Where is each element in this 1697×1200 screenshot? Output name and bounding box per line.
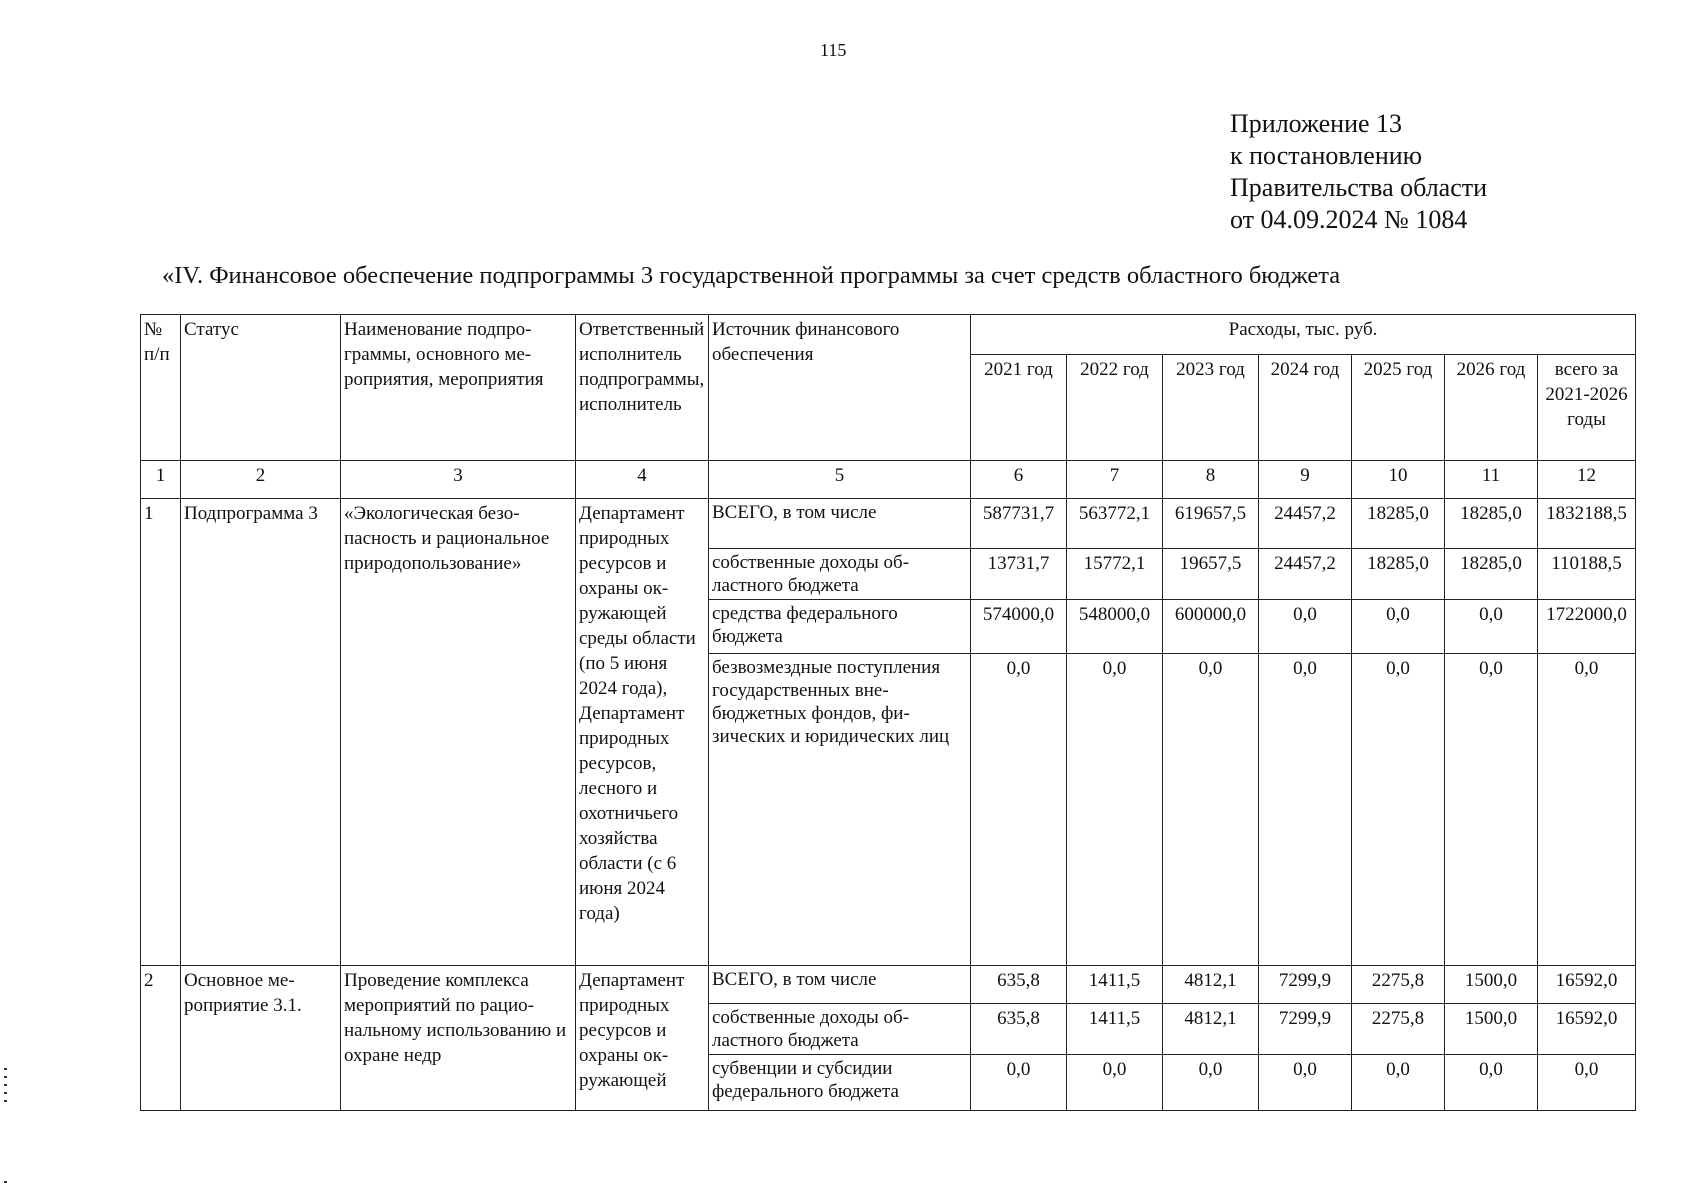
column-number: 12 xyxy=(1538,461,1636,499)
column-number: 5 xyxy=(709,461,971,499)
header-year: 2025 год xyxy=(1352,355,1445,461)
column-number: 10 xyxy=(1352,461,1445,499)
value-cell: 24457,2 xyxy=(1259,549,1352,600)
value-cell: 635,8 xyxy=(971,966,1067,1004)
value-cell: 0,0 xyxy=(1445,600,1538,654)
value-cell: 0,0 xyxy=(1163,1055,1259,1111)
value-cell: 2275,8 xyxy=(1352,966,1445,1004)
value-cell: 563772,1 xyxy=(1067,499,1163,549)
header-name: Наименование подпрограммы, основного мероприятия, мероприятия xyxy=(341,315,576,461)
column-number: 6 xyxy=(971,461,1067,499)
financing-table xyxy=(140,314,1636,1111)
value-cell: 0,0 xyxy=(1352,654,1445,966)
scan-mark xyxy=(4,1181,7,1183)
value-cell: 1500,0 xyxy=(1445,966,1538,1004)
row-source: средства федерального бюджета xyxy=(709,600,971,654)
row-num: 2 xyxy=(141,966,181,1111)
column-number: 9 xyxy=(1259,461,1352,499)
value-cell: 0,0 xyxy=(1538,654,1636,966)
value-cell: 4812,1 xyxy=(1163,1004,1259,1055)
header-year: 2026 год xyxy=(1445,355,1538,461)
column-number: 11 xyxy=(1445,461,1538,499)
column-number: 3 xyxy=(341,461,576,499)
value-cell: 7299,9 xyxy=(1259,1004,1352,1055)
value-cell: 0,0 xyxy=(1259,1055,1352,1111)
value-cell: 0,0 xyxy=(1445,1055,1538,1111)
row-name: Проведение комплекса мероприятий по рациональному использованию и охране недр xyxy=(341,966,576,1111)
value-cell: 0,0 xyxy=(1259,654,1352,966)
header-year: 2024 год xyxy=(1259,355,1352,461)
value-cell: 13731,7 xyxy=(971,549,1067,600)
value-cell: 0,0 xyxy=(1067,654,1163,966)
scan-mark xyxy=(4,1092,7,1094)
column-number: 2 xyxy=(181,461,341,499)
row-responsible: Департамент природных ресурсов и охраны окружающей xyxy=(576,966,709,1111)
row-source: собственные доходы областного бюджета xyxy=(709,549,971,600)
value-cell: 587731,7 xyxy=(971,499,1067,549)
value-cell: 1500,0 xyxy=(1445,1004,1538,1055)
value-cell: 0,0 xyxy=(1352,600,1445,654)
value-cell: 4812,1 xyxy=(1163,966,1259,1004)
header-status: Статус xyxy=(181,315,341,461)
row-status: Основное мероприятие 3.1. xyxy=(181,966,341,1111)
table-row xyxy=(141,966,1636,1004)
value-cell: 548000,0 xyxy=(1067,600,1163,654)
header-num: № п/п xyxy=(141,315,181,461)
value-cell: 0,0 xyxy=(1352,1055,1445,1111)
header-year: 2022 год xyxy=(1067,355,1163,461)
value-cell: 15772,1 xyxy=(1067,549,1163,600)
header-responsible: Ответственный исполнитель подпрограммы, исполнитель xyxy=(576,315,709,461)
scan-mark xyxy=(4,1100,7,1102)
value-cell: 1411,5 xyxy=(1067,1004,1163,1055)
scan-mark xyxy=(4,1076,7,1078)
value-cell: 18285,0 xyxy=(1445,499,1538,549)
value-cell: 619657,5 xyxy=(1163,499,1259,549)
value-cell: 0,0 xyxy=(1163,654,1259,966)
value-cell: 600000,0 xyxy=(1163,600,1259,654)
value-cell: 18285,0 xyxy=(1352,499,1445,549)
column-number: 4 xyxy=(576,461,709,499)
value-cell: 18285,0 xyxy=(1352,549,1445,600)
row-source: ВСЕГО, в том числе xyxy=(709,966,971,1004)
column-number: 1 xyxy=(141,461,181,499)
value-cell: 7299,9 xyxy=(1259,966,1352,1004)
appendix-line: Правительства области xyxy=(1230,173,1488,202)
page-number: 115 xyxy=(820,40,847,60)
header-expenses: Расходы, тыс. руб. xyxy=(971,315,1636,355)
row-responsible: Департамент природных ресурсов и охраны окружающей среды области (по 5 июня 2024 года), Департамент природных ресурсов, лесного и охотничьего хозяйства области (с 6 июня 2024 года) xyxy=(576,499,709,966)
value-cell: 0,0 xyxy=(1445,654,1538,966)
header-year: 2023 год xyxy=(1163,355,1259,461)
value-cell: 574000,0 xyxy=(971,600,1067,654)
appendix-block xyxy=(1230,108,1487,236)
value-cell: 1832188,5 xyxy=(1538,499,1636,549)
value-cell: 0,0 xyxy=(971,654,1067,966)
value-cell: 1411,5 xyxy=(1067,966,1163,1004)
document-title: «IV. Финансовое обеспечение подпрограммы 3 государственной программы за счет средств областного бюджета xyxy=(162,262,1341,289)
value-cell: 0,0 xyxy=(1538,1055,1636,1111)
row-source: ВСЕГО, в том числе xyxy=(709,499,971,549)
value-cell: 16592,0 xyxy=(1538,1004,1636,1055)
row-status: Подпрограмма 3 xyxy=(181,499,341,966)
value-cell: 110188,5 xyxy=(1538,549,1636,600)
value-cell: 0,0 xyxy=(1259,600,1352,654)
header-source: Источник финансового обеспечения xyxy=(709,315,971,461)
value-cell: 18285,0 xyxy=(1445,549,1538,600)
column-number: 8 xyxy=(1163,461,1259,499)
value-cell: 24457,2 xyxy=(1259,499,1352,549)
appendix-line: Приложение 13 xyxy=(1230,109,1403,138)
value-cell: 16592,0 xyxy=(1538,966,1636,1004)
appendix-line: от 04.09.2024 № 1084 xyxy=(1230,205,1468,234)
row-source: собственные доходы областного бюджета xyxy=(709,1004,971,1055)
value-cell: 19657,5 xyxy=(1163,549,1259,600)
appendix-line: к постановлению xyxy=(1230,141,1423,170)
value-cell: 1722000,0 xyxy=(1538,600,1636,654)
scan-mark xyxy=(4,1084,7,1086)
row-source: безвозмездные поступления государственных внебюджетных фондов, физических и юридических лиц xyxy=(709,654,971,966)
header-year-total: всего за 2021-2026 годы xyxy=(1538,355,1636,461)
value-cell: 2275,8 xyxy=(1352,1004,1445,1055)
scan-mark xyxy=(4,1068,7,1070)
row-num: 1 xyxy=(141,499,181,966)
value-cell: 635,8 xyxy=(971,1004,1067,1055)
row-source: субвенции и субсидии федерального бюджета xyxy=(709,1055,971,1111)
header-year: 2021 год xyxy=(971,355,1067,461)
row-name: «Экологическая безопасность и рациональное природопользование» xyxy=(341,499,576,966)
table-row xyxy=(141,499,1636,549)
value-cell: 0,0 xyxy=(971,1055,1067,1111)
column-number: 7 xyxy=(1067,461,1163,499)
value-cell: 0,0 xyxy=(1067,1055,1163,1111)
